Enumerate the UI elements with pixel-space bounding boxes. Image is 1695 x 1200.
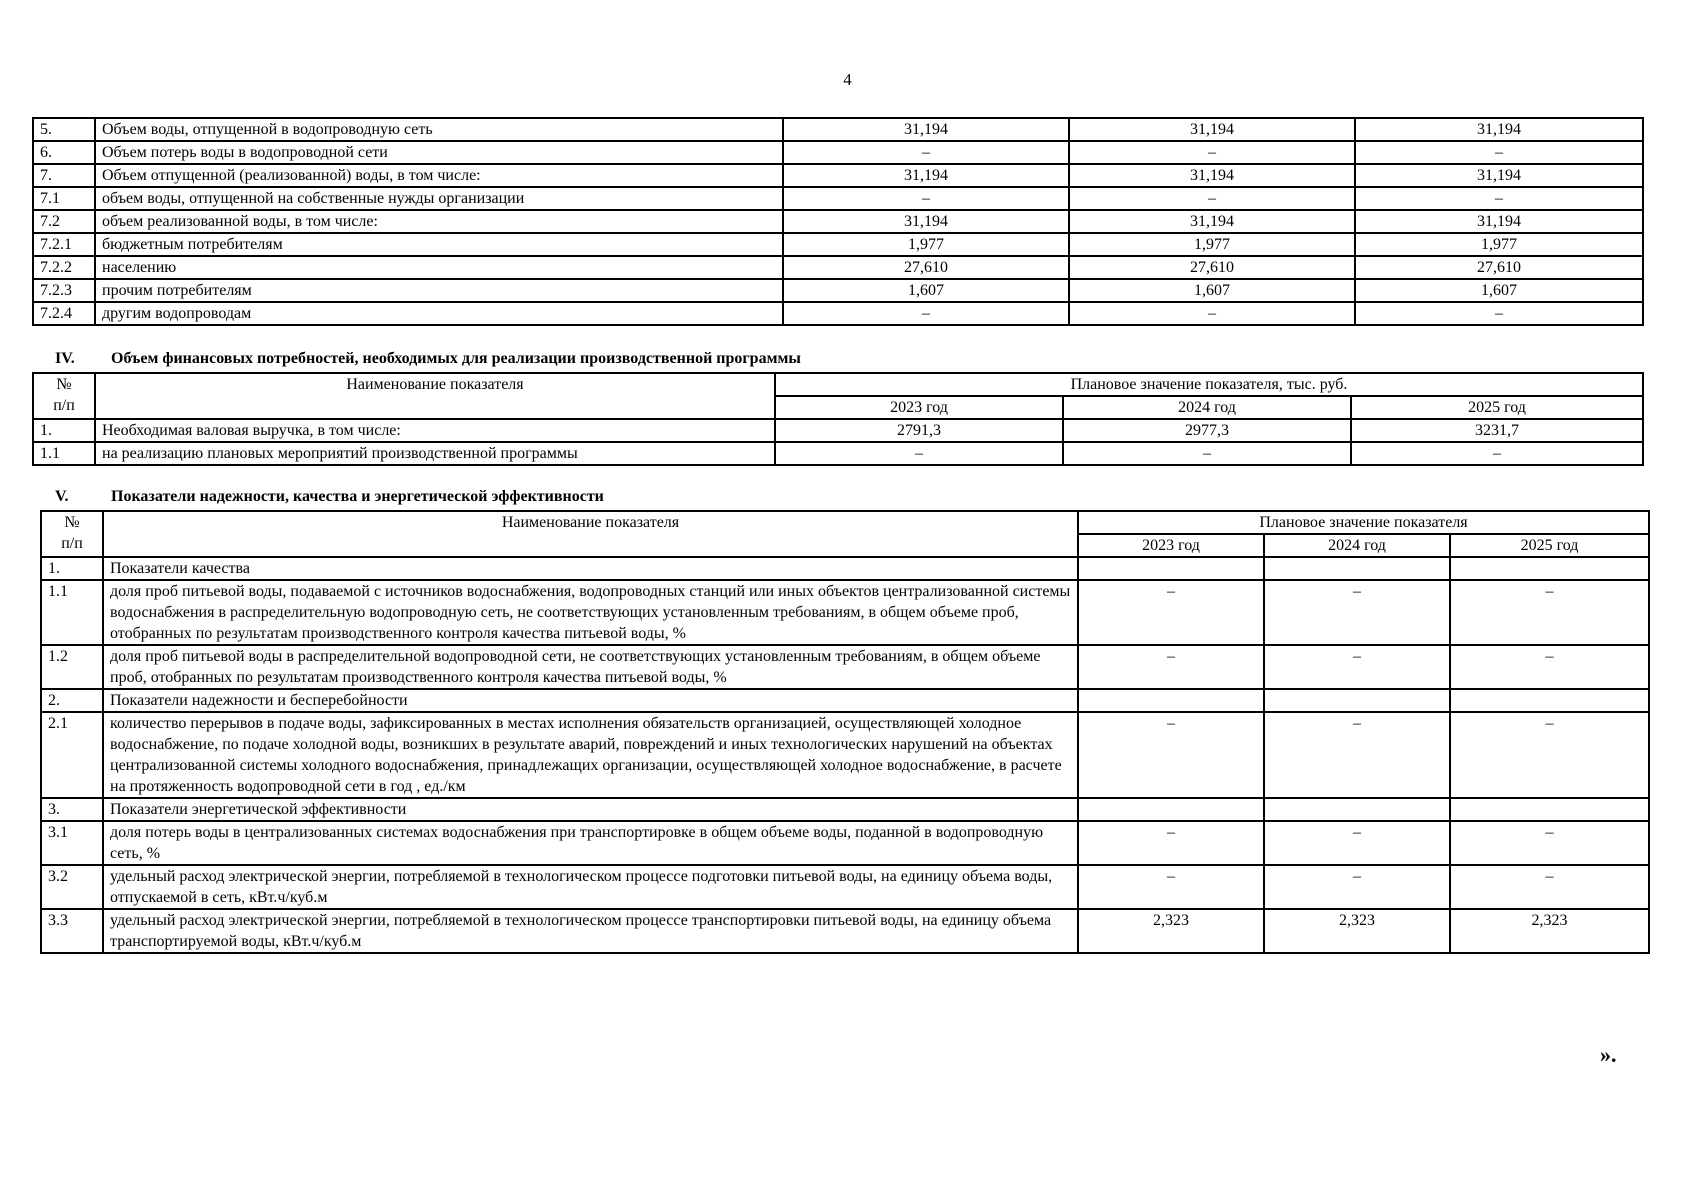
indicator-name: прочим потребителям (95, 279, 783, 302)
value-2025: – (1355, 187, 1643, 210)
indicator-name: другим водопроводам (95, 302, 783, 325)
value-2023: 31,194 (783, 210, 1069, 233)
plan-column-header: Плановое значение показателя (1078, 511, 1649, 534)
value-2025: – (1450, 580, 1649, 645)
value-2023: – (775, 442, 1063, 465)
row-number: 3.2 (41, 865, 103, 909)
name-column-header: Наименование показателя (103, 511, 1078, 557)
row-number: 1. (33, 419, 95, 442)
value-2025: 1,977 (1355, 233, 1643, 256)
value-2023: – (783, 141, 1069, 164)
value-2024: – (1264, 865, 1450, 909)
table-row (33, 302, 1643, 325)
value-2025: 27,610 (1355, 256, 1643, 279)
table-row (41, 645, 1649, 689)
value-2025: 31,194 (1355, 118, 1643, 141)
table-header-row (33, 373, 1643, 396)
value-2023: 31,194 (783, 118, 1069, 141)
value-2023: – (783, 302, 1069, 325)
row-number: 7.2.3 (33, 279, 95, 302)
row-number: 7. (33, 164, 95, 187)
indicator-name: Показатели энергетической эффективности (103, 798, 1078, 821)
value-2025 (1450, 557, 1649, 580)
row-number: 3. (41, 798, 103, 821)
value-2023: – (1078, 821, 1264, 865)
value-2023 (1078, 798, 1264, 821)
year-header: 2025 год (1450, 534, 1649, 557)
value-2025 (1450, 689, 1649, 712)
indicator-name: количество перерывов в подаче воды, зафиксированных в местах исполнения обязательств организацией, осуществляющей холодное водоснабжение, по подаче холодной воды, возникших в результате аварий, повреждений и иных технологических нарушений на объектах централизованной системы холодного водоснабжения, принадлежащих организации, осуществляющей холодное водоснабжение, в расчете на протяженность водопроводной сети в год , ед./км (103, 712, 1078, 798)
water-volume-table (32, 117, 1644, 326)
value-2024: – (1264, 712, 1450, 798)
value-2025: – (1351, 442, 1643, 465)
value-2024: 1,977 (1069, 233, 1355, 256)
row-number: 2.1 (41, 712, 103, 798)
section-iv-title: IV. Объем финансовых потребностей, необходимых для реализации производственной программы (55, 350, 801, 367)
value-2023: 31,194 (783, 164, 1069, 187)
value-2025: 1,607 (1355, 279, 1643, 302)
table-row (33, 442, 1643, 465)
row-number: 6. (33, 141, 95, 164)
value-2023: 27,610 (783, 256, 1069, 279)
indicator-name: Объем воды, отпущенной в водопроводную сеть (95, 118, 783, 141)
value-2024 (1264, 689, 1450, 712)
value-2025 (1450, 798, 1649, 821)
reliability-indicators-table (40, 510, 1650, 954)
table-row (41, 865, 1649, 909)
value-2025: – (1450, 865, 1649, 909)
table-row (33, 279, 1643, 302)
value-2024: 31,194 (1069, 118, 1355, 141)
table-header-row (41, 511, 1649, 534)
value-2024 (1264, 557, 1450, 580)
year-header: 2024 год (1063, 396, 1351, 419)
indicator-name: доля потерь воды в централизованных системах водоснабжения при транспортировке в общем объеме воды, поданной в водопроводную сеть, % (103, 821, 1078, 865)
year-header: 2024 год (1264, 534, 1450, 557)
row-number: 7.2.2 (33, 256, 95, 279)
indicator-name: Показатели качества (103, 557, 1078, 580)
value-2024: 1,607 (1069, 279, 1355, 302)
value-2025: 31,194 (1355, 164, 1643, 187)
row-number: 5. (33, 118, 95, 141)
year-header: 2023 год (1078, 534, 1264, 557)
value-2023: 2,323 (1078, 909, 1264, 953)
value-2024: 31,194 (1069, 210, 1355, 233)
row-number: 1.1 (33, 442, 95, 465)
row-number: 3.3 (41, 909, 103, 953)
value-2023: 1,977 (783, 233, 1069, 256)
row-number: 2. (41, 689, 103, 712)
value-2024: – (1069, 187, 1355, 210)
row-number: 3.1 (41, 821, 103, 865)
table-row (33, 141, 1643, 164)
value-2025: 3231,7 (1351, 419, 1643, 442)
row-number: 1. (41, 557, 103, 580)
indicator-name: Объем отпущенной (реализованной) воды, в том числе: (95, 164, 783, 187)
row-number: 7.2 (33, 210, 95, 233)
table-row (41, 798, 1649, 821)
plan-column-header: Плановое значение показателя, тыс. руб. (775, 373, 1643, 396)
year-header: 2023 год (775, 396, 1063, 419)
name-column-header: Наименование показателя (95, 373, 775, 419)
value-2024 (1264, 798, 1450, 821)
value-2024: 31,194 (1069, 164, 1355, 187)
indicator-name: удельный расход электрической энергии, потребляемой в технологическом процессе транспортировки питьевой воды, на единицу объема транспортируемой воды, кВт.ч/куб.м (103, 909, 1078, 953)
financial-needs-table (32, 372, 1644, 466)
table-row (41, 821, 1649, 865)
indicator-name: Необходимая валовая выручка, в том числе: (95, 419, 775, 442)
value-2023: – (783, 187, 1069, 210)
indicator-name: населению (95, 256, 783, 279)
page-number: 4 (843, 70, 852, 89)
value-2025: – (1450, 821, 1649, 865)
indicator-name: бюджетным потребителям (95, 233, 783, 256)
value-2023: 1,607 (783, 279, 1069, 302)
value-2024: – (1069, 302, 1355, 325)
indicator-name: объем воды, отпущенной на собственные нужды организации (95, 187, 783, 210)
value-2024: – (1264, 580, 1450, 645)
value-2024: – (1069, 141, 1355, 164)
value-2025: 31,194 (1355, 210, 1643, 233)
table-row (33, 233, 1643, 256)
table-row (33, 256, 1643, 279)
closing-quote-mark: ». (1600, 1042, 1617, 1067)
indicator-name: объем реализованной воды, в том числе: (95, 210, 783, 233)
table-row (33, 187, 1643, 210)
table-row (33, 164, 1643, 187)
table-row (41, 689, 1649, 712)
value-2024: 2,323 (1264, 909, 1450, 953)
table-row (33, 118, 1643, 141)
value-2025: – (1450, 712, 1649, 798)
table-row (41, 909, 1649, 953)
value-2023: – (1078, 712, 1264, 798)
year-header: 2025 год (1351, 396, 1643, 419)
value-2023 (1078, 689, 1264, 712)
value-2024: 27,610 (1069, 256, 1355, 279)
table-row (41, 557, 1649, 580)
indicator-name: Показатели надежности и бесперебойности (103, 689, 1078, 712)
row-number: 7.1 (33, 187, 95, 210)
value-2024: – (1264, 821, 1450, 865)
row-number: 7.2.1 (33, 233, 95, 256)
indicator-name: доля проб питьевой воды, подаваемой с источников водоснабжения, водопроводных станций или иных объектов централизованной системы водоснабжения в распределительную водопроводную сеть, не соответствующих установленным требованиям, в общем объеме проб, отобранных по результатам производственного контроля качества питьевой воды, % (103, 580, 1078, 645)
table-row (33, 210, 1643, 233)
value-2023: 2791,3 (775, 419, 1063, 442)
value-2023: – (1078, 865, 1264, 909)
value-2024: – (1063, 442, 1351, 465)
row-number: 7.2.4 (33, 302, 95, 325)
value-2025: – (1450, 645, 1649, 689)
value-2023: – (1078, 580, 1264, 645)
value-2023: – (1078, 645, 1264, 689)
value-2023 (1078, 557, 1264, 580)
num-column-header: № п/п (33, 373, 95, 419)
indicator-name: удельный расход электрической энергии, потребляемой в технологическом процессе подготовки питьевой воды, на единицу объема воды, отпускаемой в сеть, кВт.ч/куб.м (103, 865, 1078, 909)
value-2024: – (1264, 645, 1450, 689)
value-2025: – (1355, 141, 1643, 164)
table-row (41, 580, 1649, 645)
row-number: 1.2 (41, 645, 103, 689)
value-2025: 2,323 (1450, 909, 1649, 953)
table-row (33, 419, 1643, 442)
indicator-name: Объем потерь воды в водопроводной сети (95, 141, 783, 164)
indicator-name: на реализацию плановых мероприятий производственной программы (95, 442, 775, 465)
table-row (41, 712, 1649, 798)
indicator-name: доля проб питьевой воды в распределительной водопроводной сети, не соответствующих установленным требованиям, в общем объеме проб, отобранных по результатам производственного контроля качества питьевой воды, % (103, 645, 1078, 689)
value-2025: – (1355, 302, 1643, 325)
value-2024: 2977,3 (1063, 419, 1351, 442)
num-column-header: № п/п (41, 511, 103, 557)
section-v-title: V. Показатели надежности, качества и энергетической эффективности (55, 488, 604, 505)
row-number: 1.1 (41, 580, 103, 645)
